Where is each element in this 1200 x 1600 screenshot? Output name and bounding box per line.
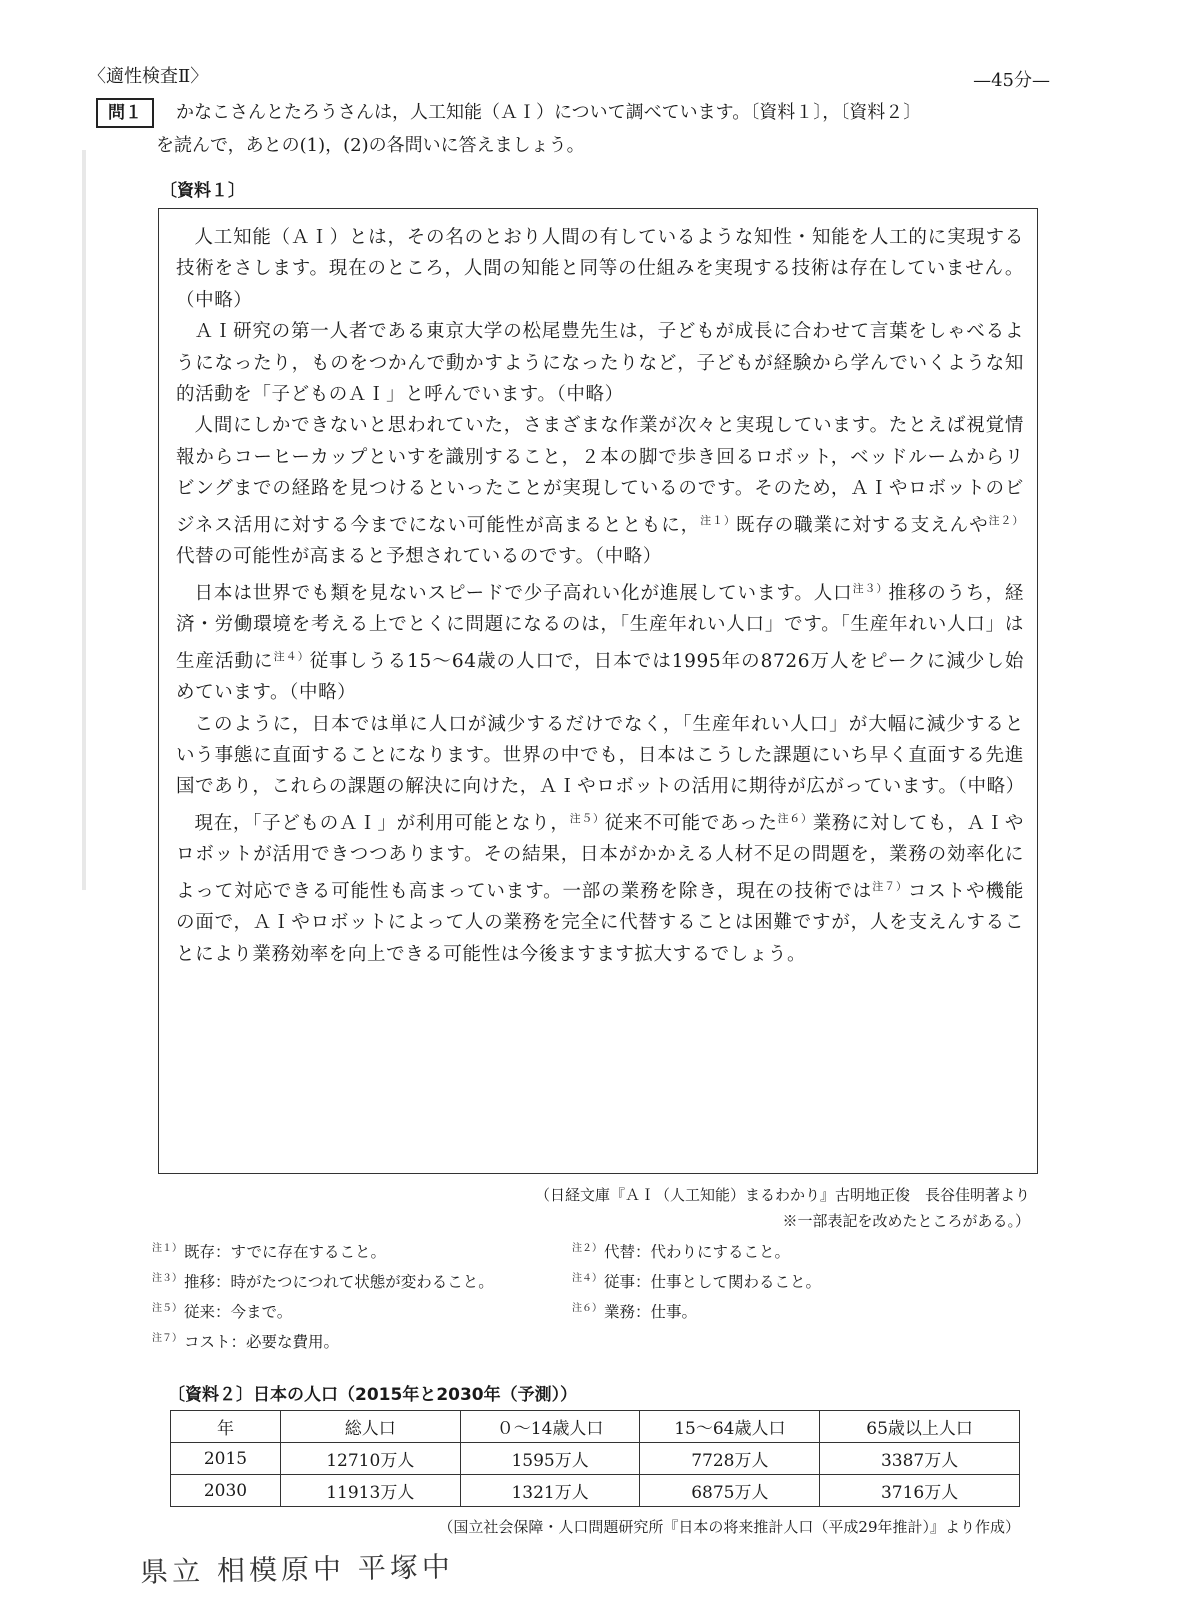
footnote-text: 代替：代わりにすること。	[604, 1243, 791, 1262]
question-text-line1: かなこさんとたろうさんは，人工知能（ＡＩ）について調べています。〔資料１〕，〔資料２〕	[176, 102, 922, 123]
header-0-14: ０～14歳人口	[460, 1411, 640, 1443]
footnote-text: 従事：仕事として関わること。	[604, 1273, 822, 1292]
table-cell: 7728万人	[640, 1443, 820, 1475]
paragraph-6-text: 現在，「子どものＡＩ」が利用可能となり，	[194, 812, 570, 834]
footnote-mark: 注４）	[572, 1273, 602, 1285]
footnote-row	[152, 1236, 1032, 1266]
footnote-text: 業務：仕事。	[604, 1303, 698, 1322]
header-65-plus: 65歳以上人口	[820, 1411, 1020, 1443]
footnote-1	[152, 1239, 572, 1262]
passage-paragraph-4	[176, 573, 1024, 709]
passage-paragraph-5: このように，日本では単に人口が減少するだけでなく，「生産年れい人口」が大幅に減少するという事態に直面することになります。世界の中でも，日本はこうした課題にいち早く直面する先進国であり，これらの課題の解決に向けた，ＡＩやロボットの活用に期待が広がっています。（中略）	[176, 713, 1025, 798]
note-ref-3: 注３）	[852, 581, 889, 595]
footnote-2	[572, 1239, 1032, 1262]
table-header-row	[171, 1411, 1020, 1443]
footnote-7	[152, 1329, 572, 1352]
footnote-4	[572, 1269, 1032, 1292]
table-cell: 12710万人	[280, 1443, 460, 1475]
footnote-row	[152, 1266, 1032, 1296]
header-year: 年	[171, 1411, 281, 1443]
paragraph-4-text: 日本は世界でも類を見ないスピードで少子高れい化が進展しています。人口	[194, 582, 853, 604]
footnote-text: 推移：時がたつにつれて状態が変わること。	[184, 1273, 494, 1292]
table-cell: 2015	[171, 1443, 281, 1475]
footnote-mark: 注５）	[152, 1303, 182, 1315]
footnote-mark: 注６）	[572, 1303, 602, 1315]
table-row	[171, 1443, 1020, 1475]
passage-paragraph-3	[176, 410, 1024, 572]
table-cell: 3387万人	[820, 1443, 1020, 1475]
note-ref-4: 注４）	[273, 649, 310, 663]
footnote-5	[152, 1299, 572, 1322]
paragraph-4-tail-a: 推移のうち，経済・労働環境を考える上でとくに問題になるのは，「生産年れい人口」です。「生産年れい人口」は生産活動に	[176, 582, 1024, 672]
footnote-mark: 注１）	[152, 1243, 182, 1255]
footnotes	[152, 1236, 1032, 1356]
time-limit: —45分—	[973, 70, 1050, 91]
table-cell: 6875万人	[640, 1475, 820, 1507]
footnote-mark: 注７）	[152, 1333, 182, 1345]
question-text-line2: を読んで，あとの(1)，(2)の各問いに答えましょう。	[156, 135, 585, 156]
passage-paragraph-6	[176, 803, 1024, 970]
paragraph-4-tail-b: 従事しうる15～64歳の人口で，日本では1995年の8726万人をピークに減少し始めています。（中略）	[176, 650, 1024, 704]
table-cell: 3716万人	[820, 1475, 1020, 1507]
paragraph-3-tail-a: 既存の職業に対する支えんや	[735, 514, 989, 536]
paragraph-6-tail-a: 従来不可能であった	[604, 812, 778, 834]
table-row	[171, 1475, 1020, 1507]
footnote-3	[152, 1269, 572, 1292]
source2-title: 〔資料２〕日本の人口（2015年と2030年（予測））	[168, 1385, 578, 1405]
note-ref-2: 注２）	[988, 513, 1024, 527]
header-15-64: 15～64歳人口	[640, 1411, 820, 1443]
footnote-text: コスト：必要な費用。	[184, 1333, 340, 1352]
footnote-mark: 注２）	[572, 1243, 602, 1255]
passage-paragraph-2: ＡＩ研究の第一人者である東京大学の松尾豊先生は，子どもが成長に合わせて言葉をしゃべるようになったり，ものをつかんで動かすようになったりなど，子どもが経験から学んでいくような知的活動を「子どものＡＩ」と呼んでいます。（中略）	[176, 321, 1024, 406]
scan-shadow	[82, 150, 86, 890]
footnote-6	[572, 1299, 1032, 1322]
paragraph-3-text: 人間にしかできないと思われていた，さまざまな作業が次々と実現しています。たとえば視覚情報からコーヒーカップといすを識別すること，２本の脚で歩き回るロボット，ベッドルームからリビングまでの経路を見つけるといったことが実現しているのです。そのため，ＡＩやロボットのビジネス活用に対する今までにない可能性が高まるとともに，	[176, 415, 1024, 536]
source1-label: 〔資料１〕	[160, 181, 245, 201]
paragraph-3-tail-b: 代替の可能性が高まると予想されているのです。（中略）	[176, 546, 662, 568]
paragraph-6-tail-c: コストや機能の面で，ＡＩやロボットによって人の業務を完全に代替することは困難ですが，人を支えんすることにより業務効率を向上できる可能性は今後ますます拡大するでしょう。	[176, 880, 1024, 965]
handwritten-note: 県立 相模原中 平塚中	[139, 1550, 455, 1589]
note-ref-7: 注７）	[872, 879, 908, 893]
source2-citation: （国立社会保障・人口問題研究所『日本の将来推計人口（平成29年推計）』より作成）	[438, 1518, 1020, 1536]
table-cell: 11913万人	[280, 1475, 460, 1507]
footnote-row	[152, 1296, 1032, 1326]
citation-line-1: （日経文庫『ＡＩ（人工知能）まるわかり』古明地正俊 長谷佳明著より	[534, 1186, 1030, 1204]
footnote-text: 既存：すでに存在すること。	[184, 1243, 386, 1262]
note-ref-6: 注６）	[777, 811, 813, 825]
footnote-mark: 注３）	[152, 1273, 182, 1285]
table-cell: 2030	[171, 1475, 281, 1507]
citation-line-2: ※一部表記を改めたところがある。）	[782, 1212, 1030, 1230]
section-title: 〈適性検査Ⅱ〉	[88, 66, 209, 87]
passage-paragraph-1: 人工知能（ＡＩ）とは，その名のとおり人間の有しているような知性・知能を人工的に実現する技術をさします。現在のところ，人間の知能と同等の仕組みを実現する技術は存在していません。（中略）	[176, 227, 1024, 311]
footnote-text: 従来：今まで。	[184, 1303, 293, 1322]
population-table	[170, 1410, 1020, 1507]
source1-citation	[535, 1182, 1030, 1234]
table-cell: 1321万人	[460, 1475, 640, 1507]
header-total: 総人口	[280, 1411, 460, 1443]
paragraph-6-tail-b: 業務に対しても，ＡＩやロボットが活用できつつあります。その結果，日本がかかえる人材不足の問題を，業務の効率化によって対応できる可能性も高まっています。一部の業務を除き，現在の技術では	[176, 812, 1024, 902]
note-ref-1: 注１）	[700, 513, 736, 527]
question-prompt	[96, 96, 1056, 162]
table-cell: 1595万人	[460, 1443, 640, 1475]
question-number: 問１	[96, 98, 154, 128]
note-ref-5: 注５）	[569, 811, 605, 825]
footnote-row	[152, 1326, 1032, 1356]
source1-passage	[176, 222, 1024, 970]
